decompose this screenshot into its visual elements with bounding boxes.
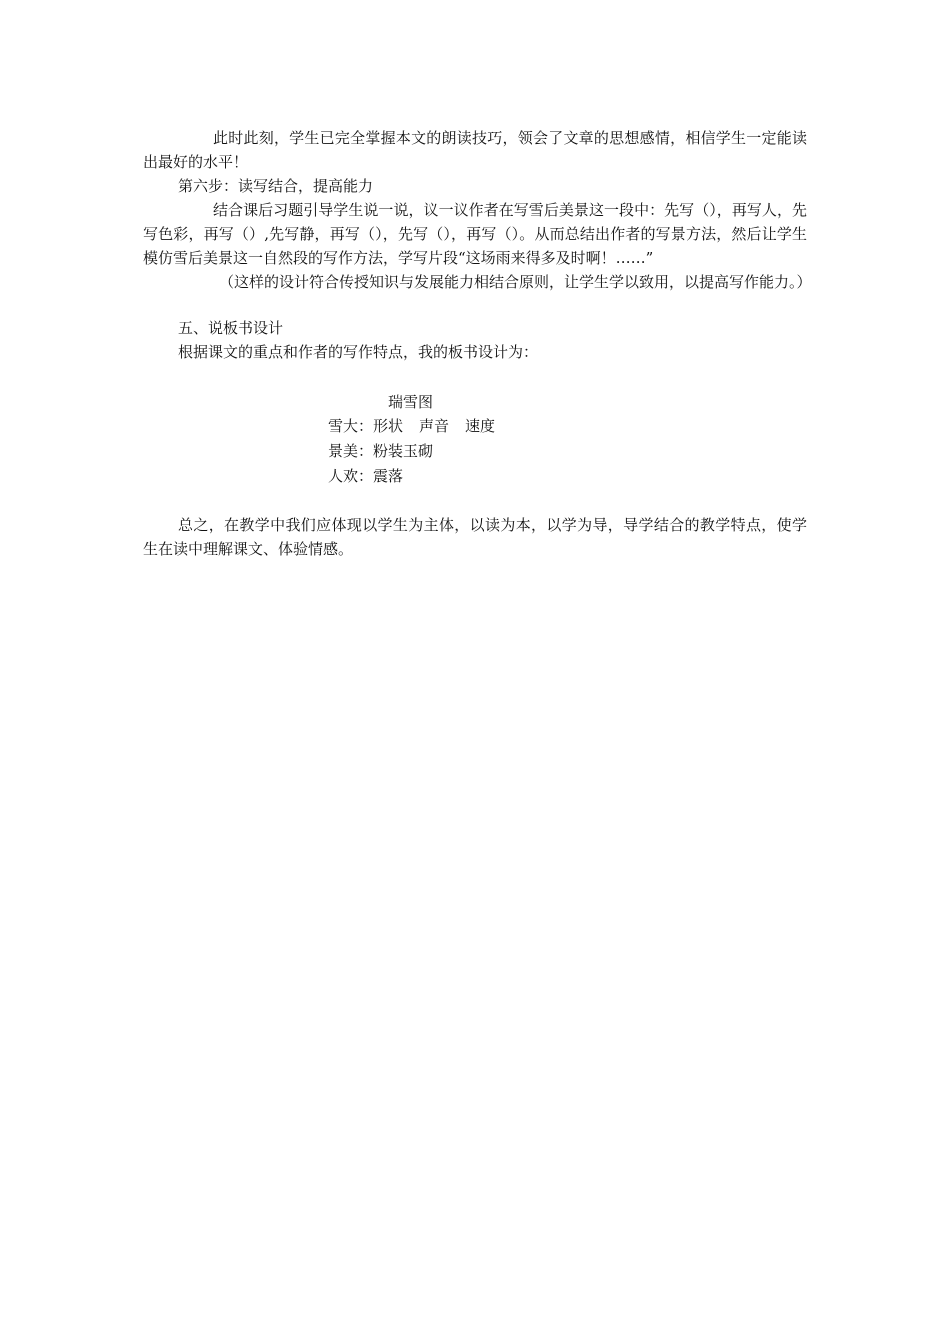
board-item-speed: 速度: [465, 417, 496, 435]
paragraph-conclusion: 总之，在教学中我们应体现以学生为主体，以读为本，以学为导，导学结合的教学特点，使学生在读中理解课文、体验情感。: [143, 516, 807, 558]
board-row-people: [328, 464, 628, 489]
spacer: [143, 364, 807, 390]
board-item-shape: 形状: [373, 417, 404, 435]
board-row-scenery: [328, 439, 628, 464]
blackboard-design: [328, 390, 628, 489]
spacer: [143, 294, 807, 316]
step6-heading: 第六步：读写结合，提高能力: [178, 177, 374, 195]
board-row-snow-big: [328, 414, 628, 439]
board-item-sound: 声音: [419, 417, 450, 435]
board-row-label: 雪大：: [328, 417, 374, 435]
board-row-label: 景美：: [328, 442, 374, 460]
section5-heading: 五、说板书设计: [178, 319, 284, 337]
paragraph-board-intro: 根据课文的重点和作者的写作特点，我的板书设计为：: [178, 343, 539, 361]
board-title: 瑞雪图: [388, 393, 434, 411]
paragraph-reading-skills: 此时此刻，学生已完全掌握本文的朗读技巧，领会了文章的思想感情，相信学生一定能读出最好的水平！: [143, 129, 807, 171]
paragraph-reading-writing: 结合课后习题引导学生说一说，议一议作者在写雪后美景这一段中：先写（），再写人，先写色彩，再写（）,先写静，再写（），先写（），再写（）。从而总结出作者的写景方法，然后让学生模仿雪后美景这一自然段的写作方法，学写片段“这场雨来得多及时啊！……”: [143, 201, 807, 267]
spacer: [143, 489, 807, 513]
board-item-scenery: 粉装玉砌: [373, 442, 434, 460]
paragraph-design-note: （这样的设计符合传授知识与发展能力相结合原则，让学生学以致用，以提高写作能力。）: [219, 273, 812, 291]
document-body: [143, 126, 812, 561]
board-row-label: 人欢：: [328, 467, 374, 485]
board-item-people: 震落: [373, 467, 404, 485]
